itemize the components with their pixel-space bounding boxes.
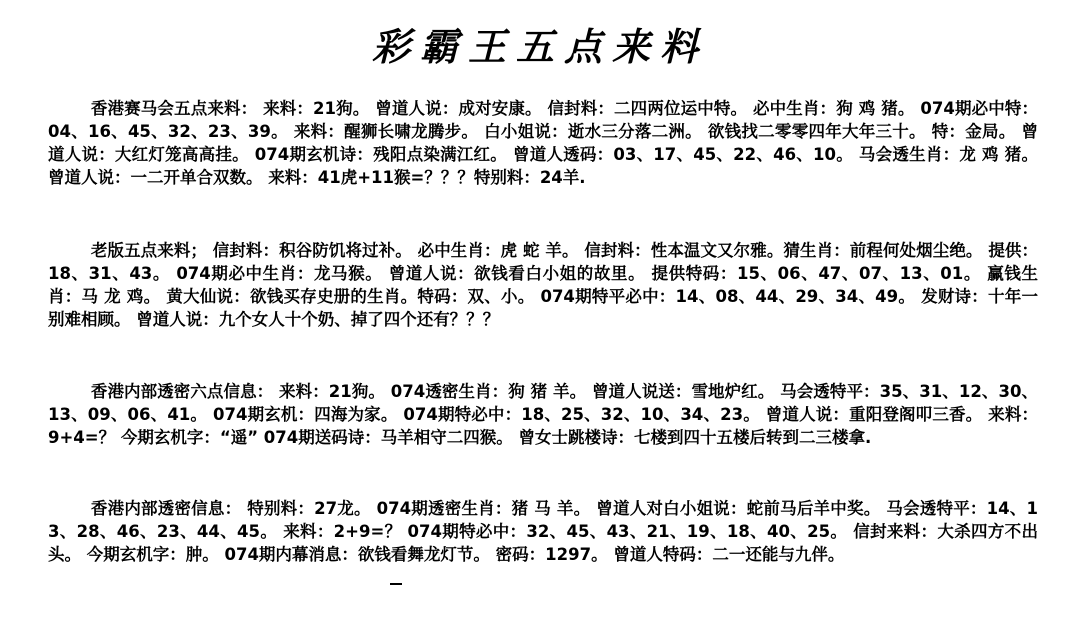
paragraph-hk-internal-info: 香港内部透密信息： 特别料：27龙。 074期透密生肖：猪 马 羊。 曾道人对白小姐说：蛇前马后羊中奖。 马会透特平：14、13、28、46、23、44、45。 来料：2+9=？ 074期特必中：32、45、43、21、19、18、40、25。 信封来料：大杀四方不出头。 今期玄机字：肿。 074期内幕消息：欲钱看舞龙灯节。 密码：1297。 曾道人特码：二一还能与九伴。 bbox=[48, 499, 1038, 564]
page-title: 彩霸王五点来料 bbox=[371, 24, 708, 69]
paragraph-hk-internal-six: 香港内部透密六点信息： 来料：21狗。 074透密生肖：狗 猪 羊。 曾道人说送：雪地炉红。 马会透特平：35、31、12、30、13、09、06、41。 074期玄机：四海为家。 074期特必中：18、25、32、10、34、23。 曾道人说：重阳登阁叩三香。 来料：9+4=？ 今期玄机字：“遥” 074期送码诗：马羊相守二四猴。 曾女士跳楼诗：七楼到四十五楼后转到二三楼拿. bbox=[48, 382, 1038, 447]
decorative-dash bbox=[390, 583, 402, 585]
paragraph-old-edition: 老版五点来料； 信封料：积谷防饥将过补。 必中生肖：虎 蛇 羊。 信封料：性本温文又尔雅。猜生肖：前程何处烟尘绝。 提供：18、31、43。 074期必中生肖：龙马猴。 曾道人说：欲钱看白小姐的故里。 提供特码：15、06、47、07、13、01。 赢钱生肖：马 龙 鸡。 黄大仙说：欲钱买存史册的生肖。特码：双、小。 074期特平必中：14、08、44、29、34、49。 发财诗：十年一别难相顾。 曾道人说：九个女人十个奶、掉了四个还有？？？ bbox=[48, 241, 1038, 329]
paragraph-hk-jockey-club: 香港赛马会五点来料： 来料：21狗。 曾道人说：成对安康。 信封料：二四两位运中特。 必中生肖：狗 鸡 猪。 074期必中特：04、16、45、32、23、39。 来料：醒狮长啸龙腾步。 白小姐说：逝水三分落二洲。 欲钱找二零零四年大年三十。 特：金局。 曾道人说：大红灯笼高高挂。 074期玄机诗：残阳点染满江红。 曾道人透码：03、17、45、22、46、10。 马会透生肖：龙 鸡 猪。 曾道人说：一二开单合双数。 来料：41虎+11猴=？？？特别料：24羊. bbox=[48, 99, 1038, 187]
